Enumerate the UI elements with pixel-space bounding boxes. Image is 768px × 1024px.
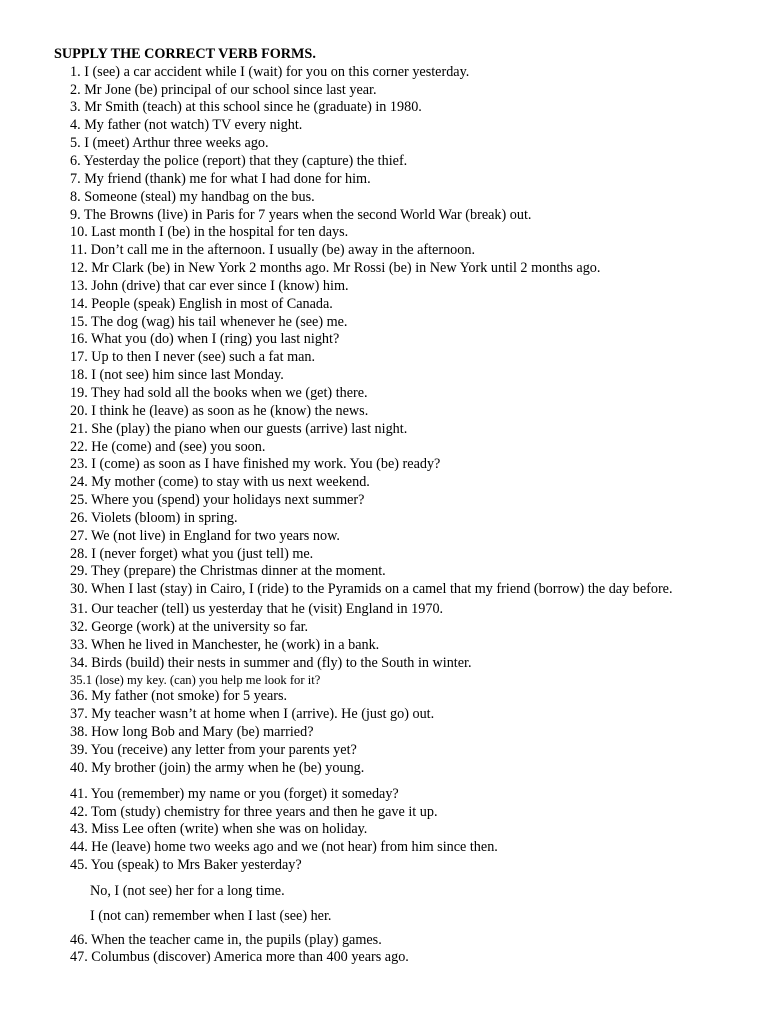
exercise-item: 46. When the teacher came in, the pupils (play) games. — [70, 931, 382, 948]
exercise-item: 12. Mr Clark (be) in New York 2 months ago. Mr Rossi (be) in New York until 2 months ago. — [70, 260, 601, 277]
exercise-item: 10. Last month I (be) in the hospital for ten days. — [70, 224, 349, 241]
exercise-item: 39. You (receive) any letter from your parents yet? — [70, 742, 357, 759]
exercise-item: 19. They had sold all the books when we (get) there. — [70, 384, 368, 401]
exercise-item: 11. Don’t call me in the afternoon. I usually (be) away in the afternoon. — [70, 242, 476, 259]
exercise-item: 35.1 (lose) my key. (can) you help me look for it? — [70, 673, 321, 688]
exercise-item: 31. Our teacher (tell) us yesterday that he (visit) England in 1970. — [70, 601, 444, 618]
exercise-item: 47. Columbus (discover) America more than 400 years ago. — [70, 949, 409, 966]
exercise-item: 17. Up to then I never (see) such a fat man. — [70, 349, 316, 366]
exercise-item: 44. He (leave) home two weeks ago and we (not hear) from him since then. — [70, 839, 498, 856]
exercise-item: 22. He (come) and (see) you soon. — [70, 438, 266, 455]
answer-line: No, I (not see) her for a long time. — [90, 882, 285, 899]
exercise-list — [54, 64, 744, 875]
exercise-item: 33. When he lived in Manchester, he (work) in a bank. — [70, 636, 380, 653]
exercise-item: 14. People (speak) English in most of Canada. — [70, 295, 333, 312]
exercise-item: 9. The Browns (live) in Paris for 7 years when the second World War (break) out. — [70, 206, 532, 223]
exercise-item: 13. John (drive) that car ever since I (know) him. — [70, 277, 349, 294]
exercise-item: 18. I (not see) him since last Monday. — [70, 367, 284, 384]
exercise-item: 28. I (never forget) what you (just tell) me. — [70, 545, 314, 562]
exercise-item: 42. Tom (study) chemistry for three years and then he gave it up. — [70, 803, 438, 820]
exercise-item: 34. Birds (build) their nests in summer and (fly) to the South in winter. — [70, 654, 472, 671]
exercise-item: 1. I (see) a car accident while I (wait) for you on this corner yesterday. — [70, 63, 470, 80]
worksheet-title: SUPPLY THE CORRECT VERB FORMS. — [54, 46, 316, 62]
exercise-item: 26. Violets (bloom) in spring. — [70, 509, 238, 526]
exercise-item: 36. My father (not smoke) for 5 years. — [70, 688, 288, 705]
exercise-item: 37. My teacher wasn’t at home when I (arrive). He (just go) out. — [70, 706, 435, 723]
exercise-item: 15. The dog (wag) his tail whenever he (see) me. — [70, 313, 348, 330]
exercise-list-continued — [54, 932, 744, 968]
answer-line: I (not can) remember when I last (see) her. — [90, 907, 332, 924]
exercise-item: 25. Where you (spend) your holidays next summer? — [70, 492, 365, 509]
worksheet — [54, 46, 744, 967]
exercise-item: 45. You (speak) to Mrs Baker yesterday? — [70, 857, 302, 874]
exercise-item: 2. Mr Jone (be) principal of our school since last year. — [70, 81, 377, 98]
exercise-item: 23. I (come) as soon as I have finished my work. You (be) ready? — [70, 456, 441, 473]
exercise-item: 20. I think he (leave) as soon as he (know) the news. — [70, 402, 369, 419]
exercise-item: 5. I (meet) Arthur three weeks ago. — [70, 135, 269, 152]
exercise-item: 30. When I last (stay) in Cairo, I (ride) to the Pyramids on a camel that my friend (borrow) the day before. — [70, 581, 673, 598]
exercise-item: 6. Yesterday the police (report) that they (capture) the thief. — [70, 153, 408, 170]
exercise-item: 40. My brother (join) the army when he (be) young. — [70, 759, 365, 776]
exercise-item: 38. How long Bob and Mary (be) married? — [70, 724, 314, 741]
exercise-item: 27. We (not live) in England for two years now. — [70, 527, 340, 544]
exercise-item: 7. My friend (thank) me for what I had done for him. — [70, 170, 371, 187]
exercise-item: 21. She (play) the piano when our guests (arrive) last night. — [70, 420, 408, 437]
exercise-item: 3. Mr Smith (teach) at this school since he (graduate) in 1980. — [70, 99, 422, 116]
exercise-item: 16. What you (do) when I (ring) you last night? — [70, 331, 340, 348]
exercise-item: 41. You (remember) my name or you (forget) it someday? — [70, 785, 399, 802]
exercise-item: 24. My mother (come) to stay with us next weekend. — [70, 474, 370, 491]
exercise-item: 43. Miss Lee often (write) when she was on holiday. — [70, 821, 368, 838]
exercise-item: 29. They (prepare) the Christmas dinner at the moment. — [70, 563, 386, 580]
exercise-item: 4. My father (not watch) TV every night. — [70, 117, 303, 134]
exercise-item: 32. George (work) at the university so far. — [70, 618, 309, 635]
exercise-item: 8. Someone (steal) my handbag on the bus. — [70, 188, 315, 205]
